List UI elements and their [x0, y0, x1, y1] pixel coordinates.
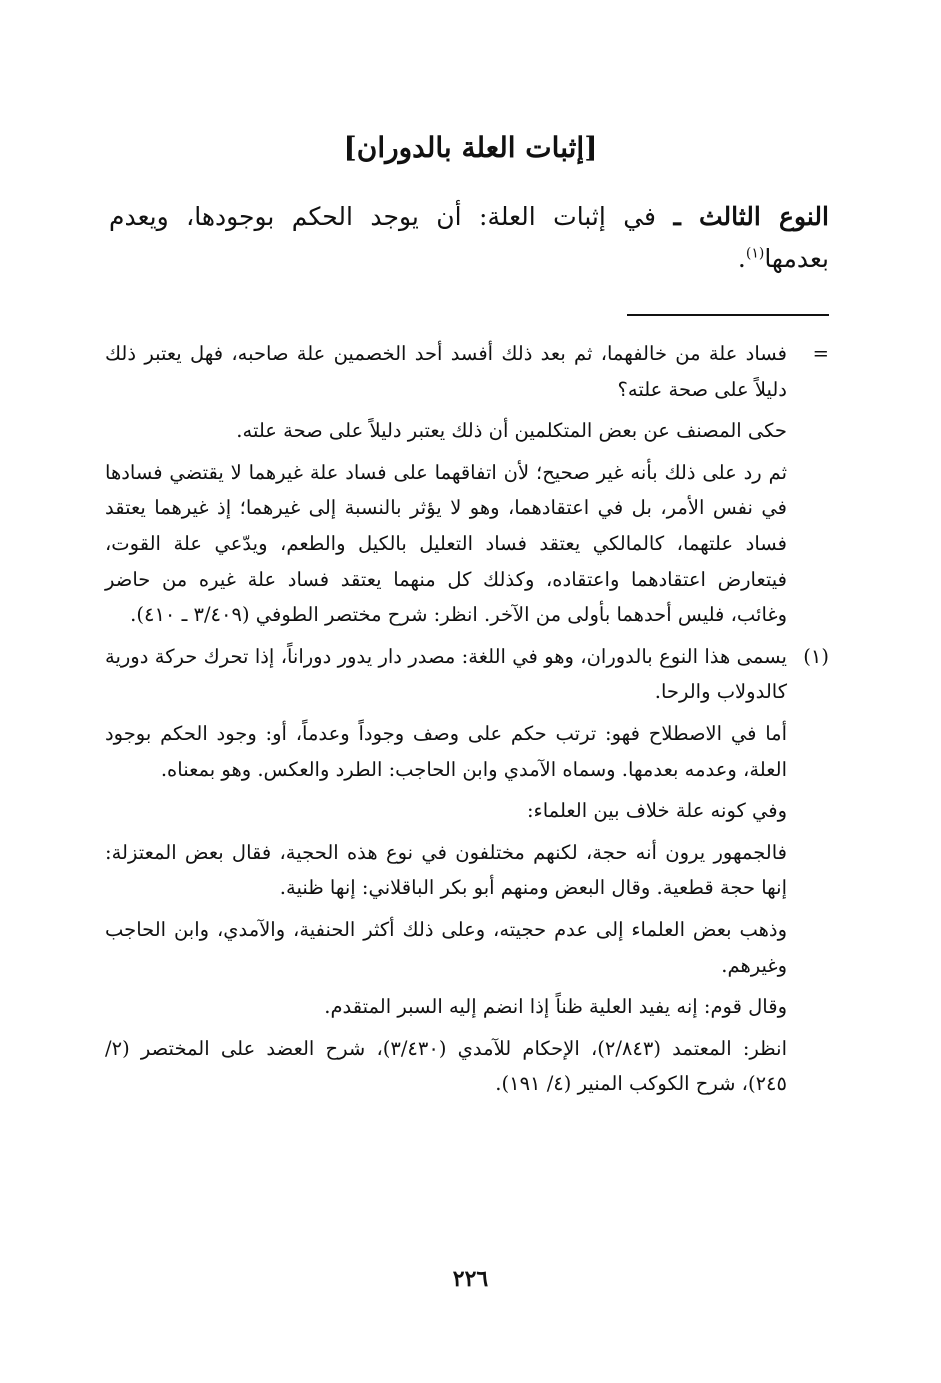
footnote-paragraph: وقال قوم: إنه يفيد العلية ظناً إذا انضم إليه السبر المتقدم. [324, 995, 787, 1019]
footnote-paragraph: أما في الاصطلاح فهو: ترتب حكم على وصف وجوداً وعدماً، أو: وجود الحكم بوجود العلة، وعدمه بعدمها. وسماه الآمدي وابن الحاجب: الطرد والعكس. وهو بمعناه. [105, 721, 787, 781]
footnote-paragraph: فساد علة من خالفهما، ثم بعد ذلك أفسد أحد الخصمين علة صاحبه، فهل يعتبر ذلك دليلاً على صحة علته؟ [105, 342, 787, 401]
footnote-number: (١) [803, 644, 829, 668]
footnote-paragraph: فالجمهور يرون أنه حجة، لكنهم مختلفون في نوع هذه الحجية، فقال بعض المعتزلة: إنها حجة قطعية. وقال البعض ومنهم أبو بكر الباقلاني: إنها ظنية. [105, 840, 787, 900]
main-paragraph [109, 196, 829, 280]
footnote-paragraph: حكى المصنف عن بعض المتكلمين أن ذلك يعتبر دليلاً على صحة علته. [236, 419, 787, 443]
footnote-paragraph: يسمى هذا النوع بالدوران، وهو في اللغة: مصدر دار يدور دوراناً، إذا تحرك حركة دورية كالدولاب والرحا. [105, 644, 787, 704]
footnote-continuation [105, 336, 829, 633]
footnote-paragraph: انظر: المعتمد (٢/٨٤٣)، الإحكام للآمدي (٣/٤٣٠)، شرح العضد على المختصر (٢/ ٢٤٥)، شرح الكوكب المنير (٤/ ١٩١). [105, 1036, 787, 1096]
main-end: . [737, 244, 746, 273]
footnote-1 [105, 639, 829, 1102]
footnotes-section [105, 336, 829, 1108]
section-title: [إثبات العلة بالدوران] [343, 131, 598, 164]
footnote-ref: (١) [745, 245, 765, 262]
continuation-marker: = [812, 342, 829, 365]
footnote-paragraph: ثم رد على ذلك بأنه غير صحيح؛ لأن اتفاقهما على فساد علة غيرهما لا يقتضي فسادها في نفس الأمر، بل في اعتقادهما، وهو لا يؤثر بالنسبة إلى غيرهما؛ إذ غيرهما يعتقد فساد علتهما، كالمالكي يعتقد فساد التعليل بالكيل والطعم، ويدّعي علة القوت، فيتعارض اعتقادهما واعتقاده، وكذلك كل منهما يعتقد فساد علة غيره من حاضر وغائب، فليس أحدهما بأولى من الآخر. انظر: شرح مختصر الطوفي (٣/٤٠٩ ـ ٤١٠). [105, 460, 787, 627]
footnote-paragraph: وذهب بعض العلماء إلى عدم حجيته، وعلى ذلك أكثر الحنفية، والآمدي، وابن الحاجب وغيرهم. [105, 917, 787, 977]
page-number: ٢٢٦ [452, 1266, 489, 1292]
footnote-paragraph: وفي كونه علة خلاف بين العلماء: [526, 799, 787, 823]
footnote-divider [627, 314, 829, 316]
main-lead: النوع الثالث ـ [673, 202, 829, 231]
main-text: في إثبات العلة: أن يوجد الحكم بوجودها، ويعدم بعدمها [109, 202, 829, 273]
